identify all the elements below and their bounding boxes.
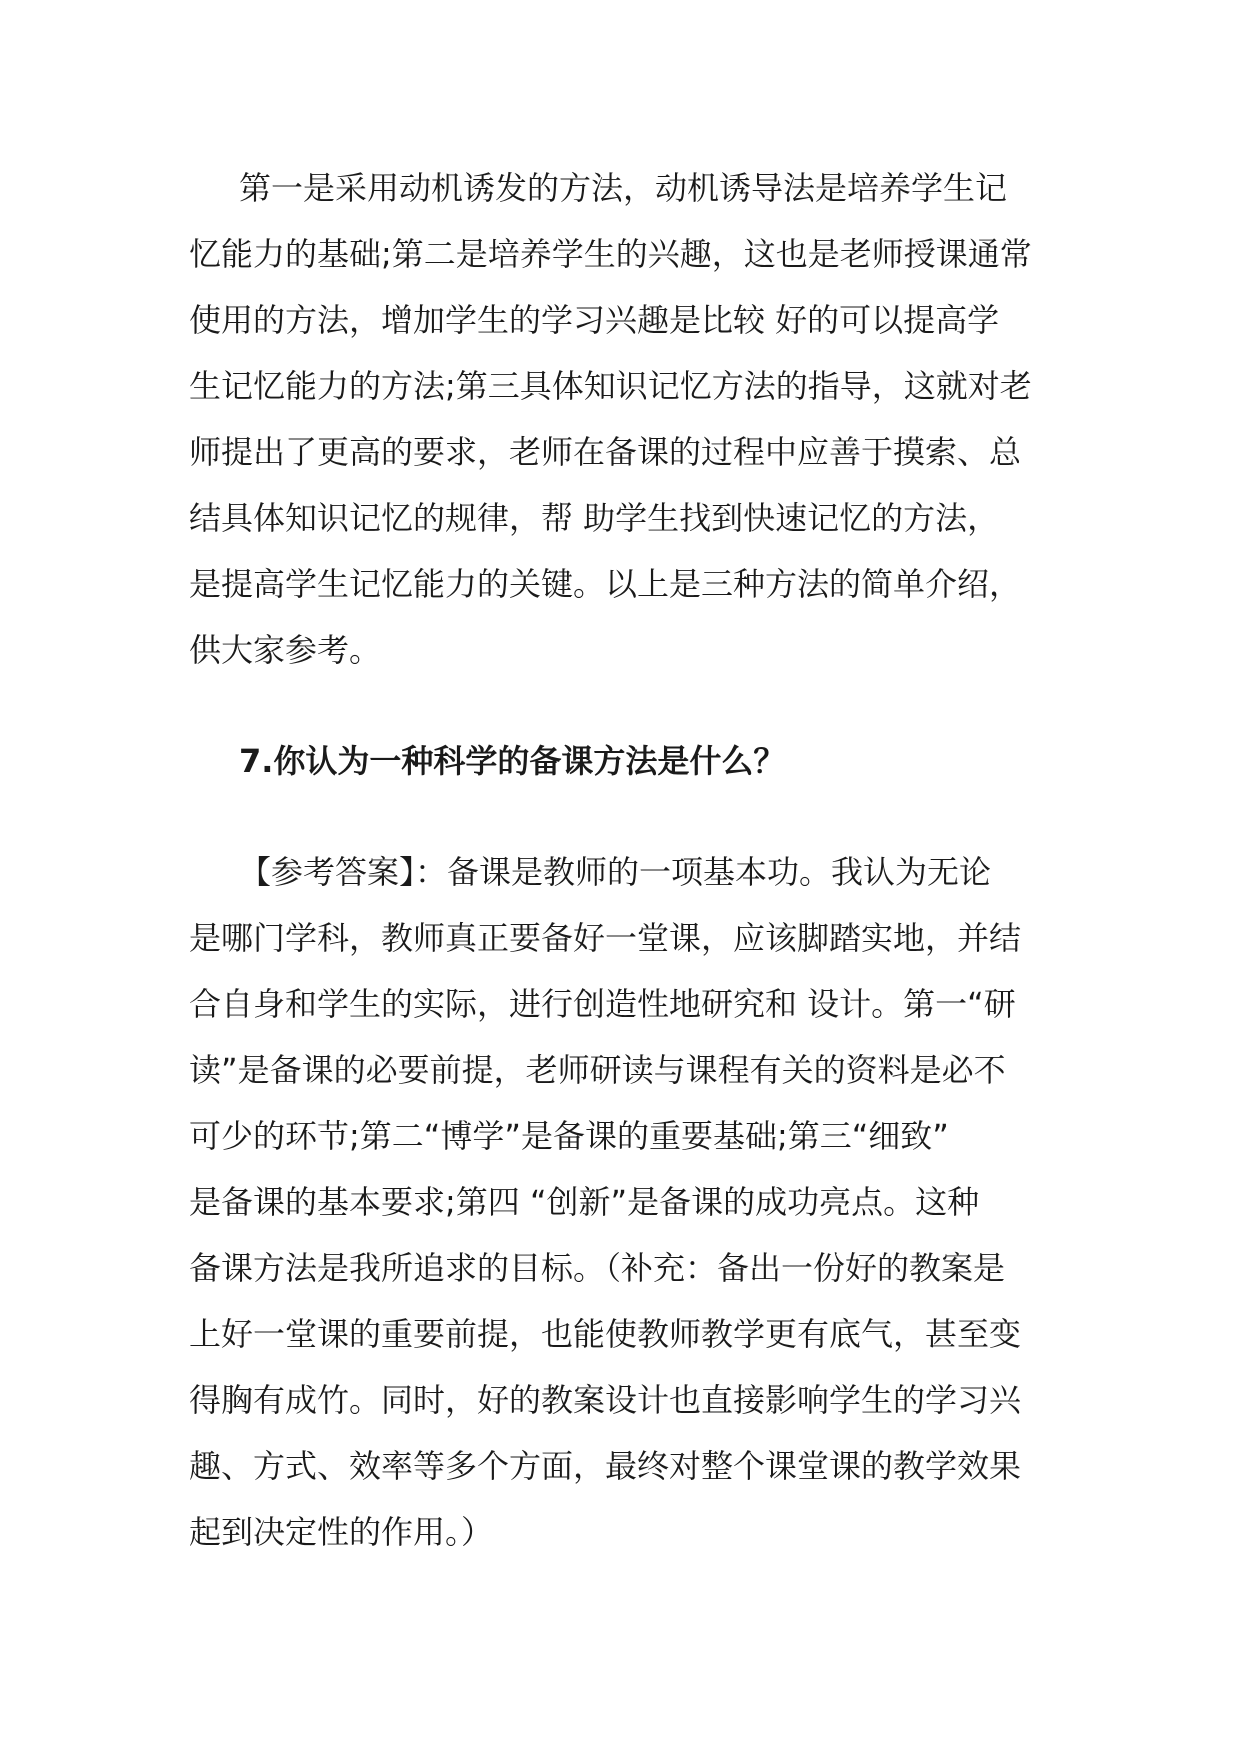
paragraph-line: 上好一堂课的重要前提，也能使教师教学更有底气，甚至变	[189, 1315, 1022, 1353]
paragraph-line: 师提出了更高的要求，老师在备课的过程中应善于摸索、总	[189, 433, 1022, 471]
paragraph-line: 备课方法是我所追求的目标。（补充：备出一份好的教案是	[189, 1249, 1006, 1287]
paragraph-line: 合自身和学生的实际，进行创造性地研究和 设计。第一“研	[189, 985, 1016, 1023]
paragraph-line: 可少的环节;第二“博学”是备课的重要基础;第三“细致”	[189, 1117, 949, 1155]
paragraph-line: 得胸有成竹。同时，好的教案设计也直接影响学生的学习兴	[189, 1381, 1022, 1419]
page-content	[189, 155, 1069, 1565]
paragraph-line: 是提高学生记忆能力的关键。以上是三种方法的简单介绍，	[189, 565, 1022, 603]
paragraph-line: 生记忆能力的方法;第三具体知识记忆方法的指导，这就对老	[189, 367, 1032, 405]
paragraph-line: 忆能力的基础;第二是培养学生的兴趣，这也是老师授课通常	[189, 235, 1032, 273]
paragraph-2	[189, 839, 1069, 1565]
question-heading: 7.你认为一种科学的备课方法是什么？	[239, 742, 786, 780]
paragraph-line: 是哪门学科，教师真正要备好一堂课，应该脚踏实地，并结	[189, 919, 1022, 957]
paragraph-line: 起到决定性的作用。）	[189, 1513, 494, 1551]
paragraph-line: 使用的方法，增加学生的学习兴趣是比较 好的可以提高学	[189, 301, 1000, 339]
paragraph-line: 【参考答案】：备课是教师的一项基本功。我认为无论	[239, 853, 992, 891]
paragraph-line: 供大家参考。	[189, 631, 382, 669]
paragraph-line: 第一是采用动机诱发的方法，动机诱导法是培养学生记	[239, 169, 1008, 207]
paragraph-line: 趣、方式、效率等多个方面，最终对整个课堂课的教学效果	[189, 1447, 1022, 1485]
paragraph-1	[189, 155, 1069, 683]
paragraph-line: 结具体知识记忆的规律，帮 助学生找到快速记忆的方法，	[189, 499, 1000, 537]
paragraph-line: 读”是备课的必要前提，老师研读与课程有关的资料是必不	[189, 1051, 1006, 1089]
paragraph-line: 是备课的基本要求;第四 “创新”是备课的成功亮点。这种	[189, 1183, 980, 1221]
